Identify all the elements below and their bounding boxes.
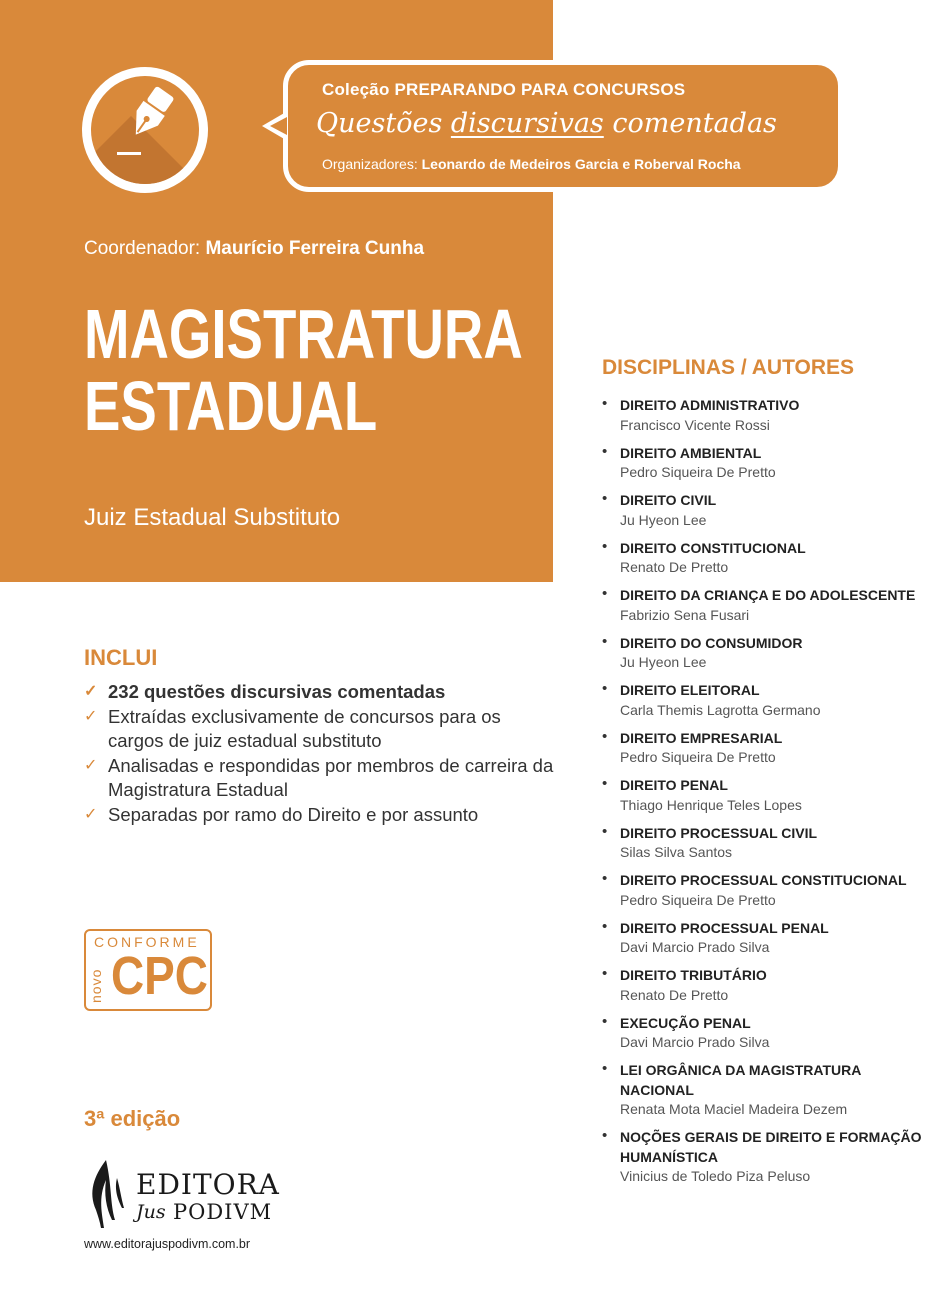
discipline-name: DIREITO ADMINISTRATIVO bbox=[620, 397, 800, 413]
discipline-name: DIREITO PENAL bbox=[620, 777, 728, 793]
bullet-icon: • bbox=[602, 917, 608, 935]
edition: 3ª edição bbox=[84, 1106, 181, 1131]
disciplines-list bbox=[602, 396, 922, 1195]
title-line-2: ESTADUAL bbox=[84, 367, 378, 445]
discipline-author: Francisco Vicente Rossi bbox=[620, 416, 770, 433]
bullet-icon: • bbox=[602, 727, 608, 745]
book-subtitle: Juiz Estadual Substituto bbox=[84, 504, 341, 531]
bullet-icon: • bbox=[602, 1060, 608, 1077]
discipline-name: DIREITO EMPRESARIAL bbox=[620, 729, 783, 746]
discipline-item bbox=[602, 871, 922, 910]
discipline-item bbox=[602, 729, 922, 768]
bullet-icon: • bbox=[602, 965, 608, 982]
discipline-name: DIREITO AMBIENTAL bbox=[620, 444, 762, 461]
discipline-item bbox=[602, 539, 922, 578]
collection-organizers: Organizadores: Leonardo de Medeiros Garcia e Roberval Rocha bbox=[322, 156, 741, 172]
bullet-icon: • bbox=[602, 632, 608, 650]
discipline-author: Pedro Siqueira De Pretto bbox=[620, 891, 776, 908]
discipline-name: DIREITO PROCESSUAL CIVIL bbox=[620, 824, 818, 841]
check-icon: ✓ bbox=[84, 756, 98, 774]
discipline-author: Thiago Henrique Teles Lopes bbox=[620, 796, 802, 813]
discipline-author: Renato De Pretto bbox=[620, 986, 729, 1003]
discipline-item bbox=[602, 1061, 922, 1120]
discipline-name: DIREITO ELEITORAL bbox=[620, 682, 760, 698]
publisher-podivm: PODIVM bbox=[173, 1200, 273, 1224]
discipline-item bbox=[602, 1014, 922, 1053]
discipline-author: Pedro Siqueira De Pretto bbox=[620, 749, 776, 765]
discipline-item bbox=[602, 966, 922, 1005]
book-title bbox=[84, 295, 523, 445]
discipline-item bbox=[602, 634, 922, 673]
pen-nib-icon bbox=[82, 67, 208, 193]
discipline-author: Fabrizio Sena Fusari bbox=[620, 606, 750, 623]
includes-list bbox=[84, 680, 554, 827]
discipline-name: DIREITO DA CRIANÇA E DO ADOLESCENTE bbox=[620, 587, 916, 603]
bullet-icon: • bbox=[602, 537, 608, 555]
includes-item: ✓ 232 questões discursivas comentadas bbox=[84, 680, 554, 705]
discipline-name: DIREITO CIVIL bbox=[620, 492, 717, 508]
includes-item: ✓ Analisadas e respondidas por membros de carreira da Magistratura Estadual bbox=[84, 754, 554, 800]
discipline-author: Ju Hyeon Lee bbox=[620, 654, 707, 670]
bullet-icon: • bbox=[602, 680, 608, 697]
discipline-name: LEI ORGÂNICA DA MAGISTRATURA NACIONAL bbox=[620, 1062, 861, 1098]
discipline-author: Vinicius de Toledo Piza Peluso bbox=[620, 1168, 811, 1184]
bullet-icon: • bbox=[602, 585, 608, 602]
discipline-item bbox=[602, 444, 922, 483]
discipline-name: DIREITO PROCESSUAL PENAL bbox=[620, 919, 829, 936]
bullet-icon: • bbox=[602, 442, 608, 460]
discipline-name: DIREITO CONSTITUCIONAL bbox=[620, 539, 806, 556]
discipline-item bbox=[602, 776, 922, 815]
discipline-name: EXECUÇÃO PENAL bbox=[620, 1014, 751, 1031]
includes-heading: INCLUI bbox=[84, 645, 158, 670]
check-icon: ✓ bbox=[84, 805, 98, 823]
cpc-badge-top: CONFORME bbox=[94, 934, 200, 950]
publisher-name: EDITORA bbox=[136, 1168, 280, 1201]
discipline-author: Silas Silva Santos bbox=[620, 844, 733, 860]
bullet-icon: • bbox=[602, 1012, 608, 1030]
discipline-item bbox=[602, 491, 922, 530]
discipline-author: Davi Marcio Prado Silva bbox=[620, 939, 770, 955]
coordinator: Coordenador: Maurício Ferreira Cunha bbox=[84, 238, 425, 259]
collection-series: Questões discursivas comentadas bbox=[316, 108, 777, 139]
publisher-jus: Jus bbox=[136, 1201, 166, 1223]
discipline-item bbox=[602, 586, 922, 625]
bullet-icon: • bbox=[602, 775, 608, 792]
bullet-icon: • bbox=[602, 490, 608, 507]
discipline-name: DIREITO DO CONSUMIDOR bbox=[620, 634, 803, 651]
check-icon: ✓ bbox=[84, 683, 98, 700]
title-line-1: MAGISTRATURA bbox=[84, 295, 523, 373]
bullet-icon: • bbox=[602, 870, 608, 887]
flame-pen-logo bbox=[84, 1158, 128, 1230]
bullet-icon: • bbox=[602, 822, 608, 840]
discipline-author: Pedro Siqueira De Pretto bbox=[620, 464, 776, 480]
discipline-author: Renato De Pretto bbox=[620, 559, 729, 575]
bullet-icon: • bbox=[602, 395, 608, 412]
disciplines-heading: DISCIPLINAS / AUTORES bbox=[602, 356, 855, 379]
discipline-item bbox=[602, 1128, 922, 1187]
check-icon: ✓ bbox=[84, 707, 98, 725]
publisher-url: www.editorajuspodivm.com.br bbox=[84, 1237, 251, 1251]
discipline-item bbox=[602, 824, 922, 863]
discipline-author: Davi Marcio Prado Silva bbox=[620, 1034, 770, 1050]
collection-name: Coleção PREPARANDO PARA CONCURSOS bbox=[322, 80, 686, 99]
cpc-badge-label: CPC bbox=[111, 946, 208, 1006]
discipline-item bbox=[602, 919, 922, 958]
bullet-icon: • bbox=[602, 1127, 608, 1144]
discipline-name: DIREITO TRIBUTÁRIO bbox=[620, 967, 767, 983]
discipline-item bbox=[602, 396, 922, 435]
includes-item: ✓ Extraídas exclusivamente de concursos para os cargos de juiz estadual substituto bbox=[84, 705, 501, 751]
discipline-author: Ju Hyeon Lee bbox=[620, 511, 707, 528]
discipline-name: DIREITO PROCESSUAL CONSTITUCIONAL bbox=[620, 872, 907, 888]
discipline-item bbox=[602, 681, 922, 720]
discipline-name: NOÇÕES GERAIS DE DIREITO E FORMAÇÃO HUMANÍSTICA bbox=[620, 1129, 922, 1165]
includes-item: ✓ Separadas por ramo do Direito e por assunto bbox=[84, 803, 554, 828]
discipline-author: Carla Themis Lagrotta Germano bbox=[620, 701, 821, 718]
cpc-badge-side: novo bbox=[88, 968, 104, 1003]
discipline-author: Renata Mota Maciel Madeira Dezem bbox=[620, 1101, 848, 1117]
